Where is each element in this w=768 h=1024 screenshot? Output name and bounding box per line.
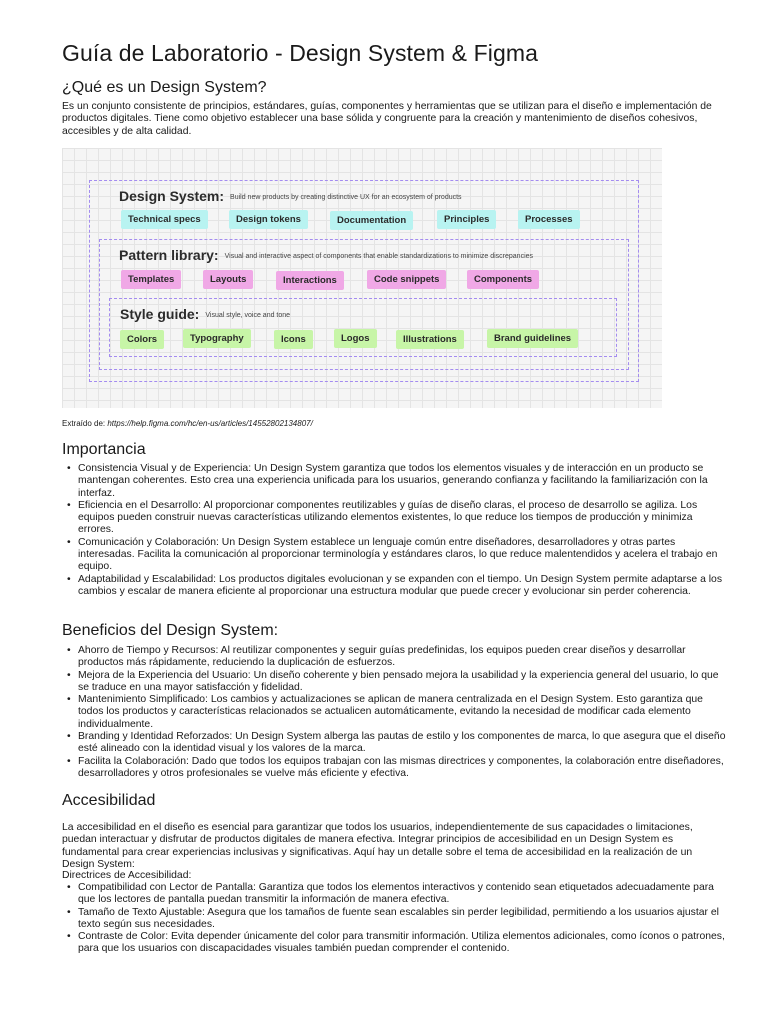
chip-design-tokens: Design tokens	[229, 210, 308, 229]
pattern-library-subtitle: Visual and interactive aspect of components that enable standardizations to minimize discrepancies	[224, 252, 534, 260]
chip-icons: Icons	[274, 330, 313, 349]
chip-logos: Logos	[334, 329, 377, 348]
list-item: • Ahorro de Tiempo y Recursos: Al reutilizar componentes y seguir guías predefinidas, los equipos pueden crear diseños y desarrollar productos más rápidamente, reduciendo la duplicación de esfuerzos.	[78, 645, 728, 670]
style-guide-subtitle: Visual style, voice and tone	[205, 311, 291, 319]
chip-technical-specs: Technical specs	[121, 210, 208, 229]
list-item: • Adaptabilidad y Escalabilidad: Los productos digitales evolucionan y se expanden con el tiempo. Un Design System permite adaptarse a los cambios y escalar de manera eficiente al proporcionar una estructura modular que puede crecer y evolucionar sin perder coherencia.	[78, 574, 728, 599]
chip-brand-guidelines: Brand guidelines	[487, 329, 578, 348]
chip-components: Components	[467, 270, 539, 289]
source-link[interactable]: https://help.figma.com/hc/en-us/articles/14552802134807/	[107, 419, 313, 428]
chip-templates: Templates	[121, 270, 181, 289]
what-is-text: Es un conjunto consistente de principios, estándares, guías, componentes y herramientas que se utilizan para el diseño e implementación de productos digitales. Tiene como objetivo establecer una base sólida y congruente para la creación y mantenimiento de diseños cohesivos, accesibles y de alta calidad.	[62, 101, 712, 137]
list-item: • Tamaño de Texto Ajustable: Asegura que los tamaños de fuente sean escalables sin perder legibilidad, permitiendo a los usuarios ajustar el texto según sus necesidades.	[78, 907, 728, 932]
design-system-diagram	[62, 148, 662, 408]
importancia-heading: Importancia	[62, 441, 146, 458]
importancia-list	[62, 463, 728, 598]
page-title: Guía de Laboratorio - Design System & Figma	[62, 40, 539, 66]
accesibilidad-heading: Accesibilidad	[62, 792, 156, 809]
chip-layouts: Layouts	[203, 270, 253, 289]
chip-principles: Principles	[437, 210, 496, 229]
chip-processes: Processes	[518, 210, 580, 229]
what-is-heading: ¿Qué es un Design System?	[62, 79, 267, 96]
list-item: • Eficiencia en el Desarrollo: Al proporcionar componentes reutilizables y guías de diseño claras, el proceso de desarrollo se agiliza. Los equipos pueden construir nuevas características utilizando elementos existentes, lo que reduce los tiempos de producción y minimiza errores.	[78, 500, 728, 537]
chip-typography: Typography	[183, 329, 251, 348]
beneficios-list	[62, 645, 728, 780]
chip-illustrations: Illustrations	[396, 330, 464, 349]
list-item: • Compatibilidad con Lector de Pantalla: Garantiza que todos los elementos interactivos y contenido sean etiquetados adecuadamente para que los lectores de pantalla puedan transmitir la información de manera efectiva.	[78, 882, 728, 907]
chip-documentation: Documentation	[330, 211, 413, 230]
list-item: • Branding y Identidad Reforzados: Un Design System alberga las pautas de estilo y los componentes de marca, lo que asegura que el diseño esté alineado con la identidad visual y los valores de la marca.	[78, 731, 728, 756]
chip-code-snippets: Code snippets	[367, 270, 446, 289]
design-system-subtitle: Build new products by creating distinctive UX for an ecosystem of products	[230, 193, 462, 201]
list-item: • Mejora de la Experiencia del Usuario: Un diseño coherente y bien pensado mejora la usabilidad y la experiencia general del usuario, lo que se traduce en una mayor satisfacción y fidelidad.	[78, 670, 728, 695]
design-system-title: Design System: Build new products by creating distinctive UX for an ecosystem of products	[119, 188, 462, 204]
list-item: • Consistencia Visual y de Experiencia: Un Design System garantiza que todos los elementos visuales y de interacción en un producto se mantengan coherentes. Esto crea una experiencia unificada para los usuarios, generando confianza y facilitando la familiarización con la interfaz.	[78, 463, 728, 500]
source-caption: Extraído de: https://help.figma.com/hc/en-us/articles/14552802134807/	[62, 419, 313, 428]
pattern-library-title: Pattern library: Visual and interactive aspect of components that enable standardizations to minimize discrepancies	[119, 247, 534, 263]
accesibilidad-list	[62, 882, 728, 956]
list-item: • Comunicación y Colaboración: Un Design System establece un lenguaje común entre diseñadores, desarrolladores y otras partes interesadas. Facilita la comunicación al proporcionar terminología y estándares claros, lo que reduce malentendidos y acelera el trabajo en equipo.	[78, 537, 728, 574]
chip-interactions: Interactions	[276, 271, 344, 290]
list-item: • Facilita la Colaboración: Dado que todos los equipos trabajan con las mismas directrices y componentes, la colaboración entre diseñadores, desarrolladores y otros profesionales se vuelve más eficiente y efectiva.	[78, 756, 728, 781]
list-item: • Contraste de Color: Evita depender únicamente del color para transmitir información. Utiliza elementos adicionales, como íconos o patrones, para que los usuarios con discapacidades visuales también puedan comprender el contenido.	[78, 931, 728, 956]
accesibilidad-intro: La accesibilidad en el diseño es esencial para garantizar que todos los usuarios, independientemente de sus capacidades o limitaciones, puedan interactuar y disfrutar de productos digitales de manera efectiva. Integrar principios de accesibilidad en un Design System es fundamental para crear experiencias inclusivas y significativas. Aquí hay un detalle sobre el tema de accesibilidad en la realización de un Design System:	[62, 822, 693, 870]
chip-colors: Colors	[120, 330, 164, 349]
beneficios-heading: Beneficios del Design System:	[62, 622, 279, 639]
style-guide-title: Style guide: Visual style, voice and tone	[120, 306, 291, 322]
list-item: • Mantenimiento Simplificado: Los cambios y actualizaciones se aplican de manera centralizada en el Design System. Esto garantiza que todos los productos y características relacionados se actualicen automáticamente, evitando la necesidad de modificar cada elemento individualmente.	[78, 694, 728, 731]
accesibilidad-subheading: Directrices de Accesibilidad:	[62, 870, 192, 881]
